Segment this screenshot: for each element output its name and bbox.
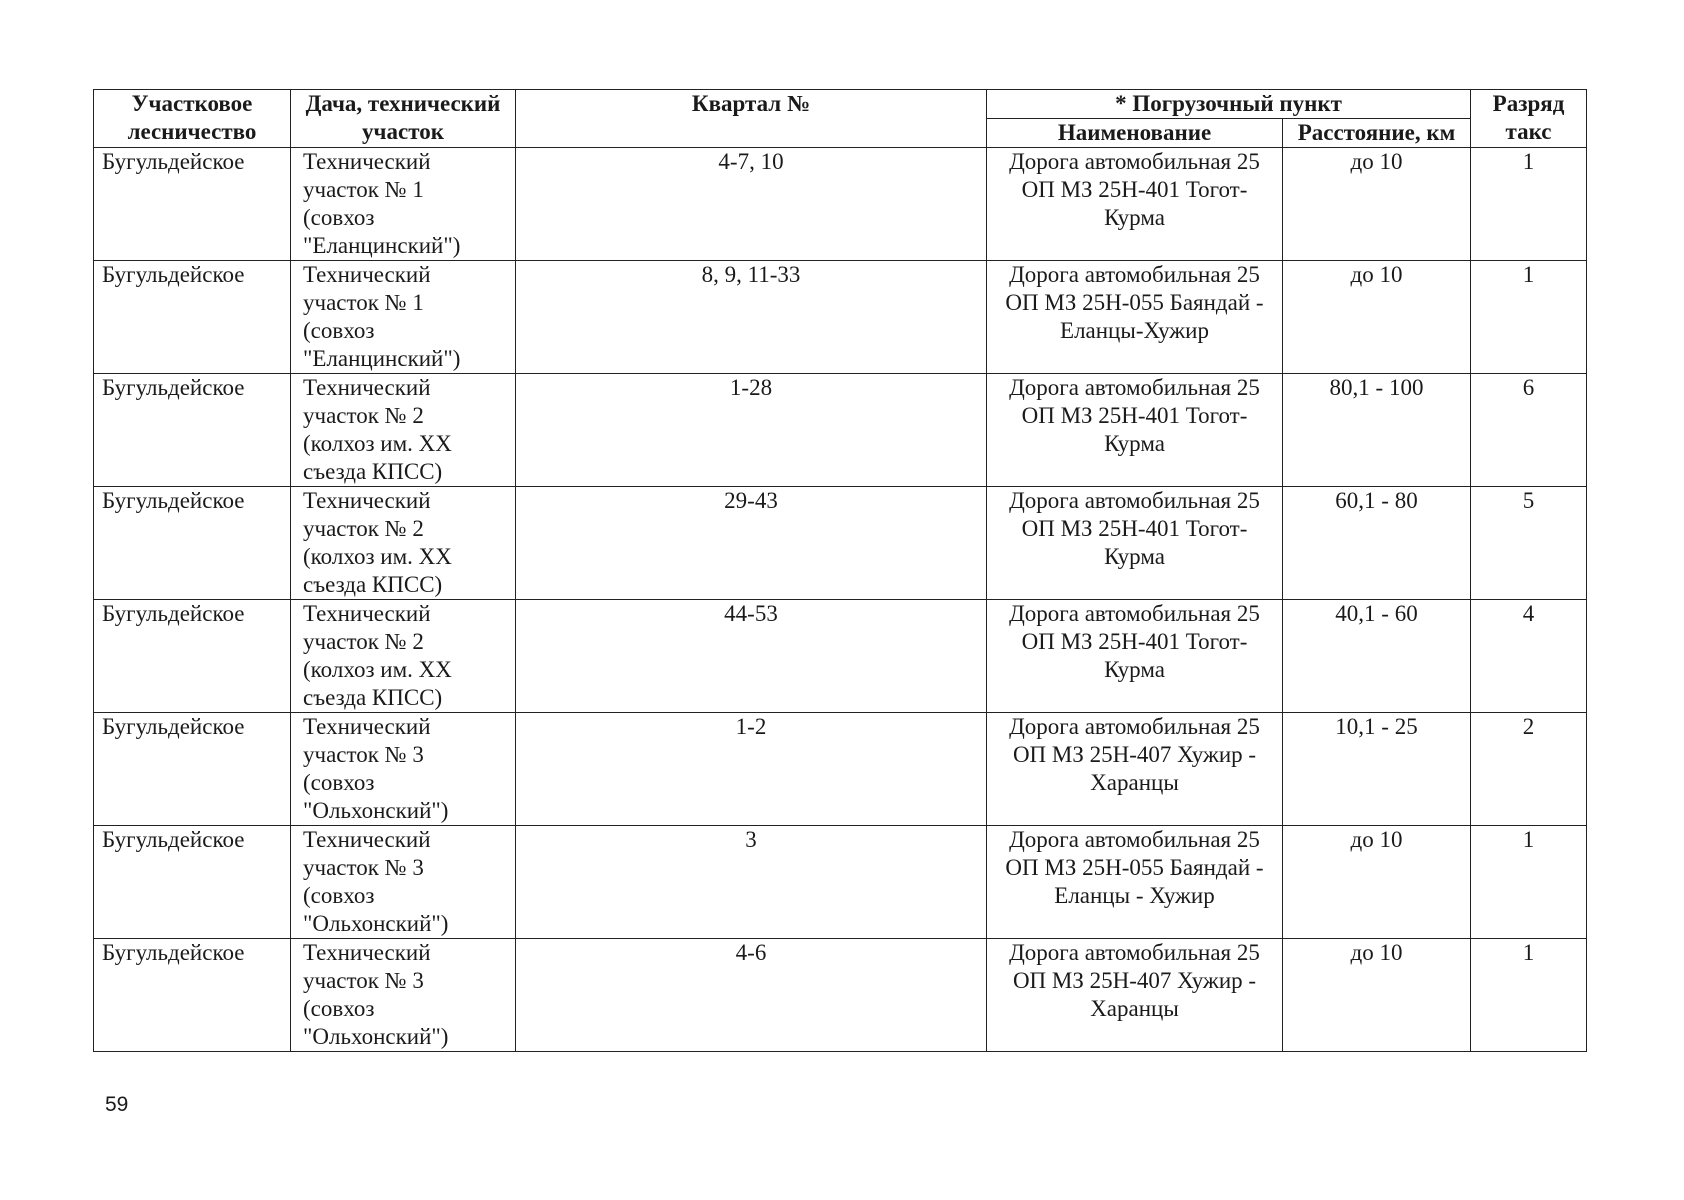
cell-kvartal [516, 826, 987, 939]
cell-razryad [1471, 939, 1587, 1052]
cell-razryad [1471, 148, 1587, 261]
cell-kvartal [516, 374, 987, 487]
cell-les-text: Бугульдейское [102, 149, 245, 174]
cell-rasstoyanie [1283, 939, 1471, 1052]
cell-kvartal [516, 939, 987, 1052]
cell-rasstoyanie-text: до 10 [1350, 827, 1403, 852]
cell-naimenovanie [987, 261, 1283, 374]
cell-naimenovanie [987, 148, 1283, 261]
cell-les [94, 713, 291, 826]
cell-kvartal [516, 713, 987, 826]
cell-kvartal-text: 44-53 [724, 601, 778, 626]
cell-razryad [1471, 600, 1587, 713]
cell-rasstoyanie [1283, 374, 1471, 487]
header-naimenovanie: Наименование [987, 119, 1283, 148]
cell-rasstoyanie-text: до 10 [1350, 149, 1403, 174]
cell-rasstoyanie [1283, 487, 1471, 600]
cell-dacha [291, 374, 516, 487]
cell-naimenovanie [987, 487, 1283, 600]
cell-naimenovanie-text: Дорога автомобильная 25 ОП МЗ 25Н-055 Баяндай - Еланцы - Хужир [1005, 827, 1264, 908]
cell-kvartal [516, 148, 987, 261]
table-header [94, 90, 1587, 148]
cell-les [94, 826, 291, 939]
cell-razryad-text: 1 [1522, 827, 1535, 852]
cell-naimenovanie [987, 374, 1283, 487]
cell-razryad-text: 4 [1522, 601, 1535, 626]
cell-dacha [291, 148, 516, 261]
cell-les [94, 487, 291, 600]
cell-razryad-text: 6 [1522, 375, 1535, 400]
cell-rasstoyanie [1283, 713, 1471, 826]
table-body [94, 148, 1587, 1052]
cell-razryad-text: 1 [1522, 149, 1535, 174]
cell-les [94, 374, 291, 487]
cell-naimenovanie-text: Дорога автомобильная 25 ОП МЗ 25Н-401 Тогот- Курма [1009, 149, 1260, 230]
cell-razryad [1471, 826, 1587, 939]
cell-naimenovanie [987, 600, 1283, 713]
table-row [94, 826, 1587, 939]
cell-dacha [291, 261, 516, 374]
cell-rasstoyanie [1283, 600, 1471, 713]
cell-dacha-text: Технический участок № 1 (совхоз "Еланцинский") [303, 149, 461, 258]
table-row [94, 148, 1587, 261]
header-les: Участковое лесничество [94, 90, 291, 148]
cell-les-text: Бугульдейское [102, 940, 245, 965]
cell-kvartal [516, 600, 987, 713]
cell-rasstoyanie [1283, 261, 1471, 374]
cell-kvartal-text: 1-28 [729, 375, 773, 400]
cell-naimenovanie-text: Дорога автомобильная 25 ОП МЗ 25Н-407 Хужир - Харанцы [1009, 714, 1260, 795]
cell-razryad [1471, 374, 1587, 487]
cell-rasstoyanie-text: до 10 [1350, 940, 1403, 965]
cell-razryad-text: 1 [1522, 262, 1535, 287]
cell-les-text: Бугульдейское [102, 714, 245, 739]
cell-kvartal-text: 4-6 [735, 940, 767, 965]
cell-rasstoyanie [1283, 148, 1471, 261]
table-row [94, 939, 1587, 1052]
cell-kvartal-text: 4-7, 10 [718, 149, 784, 174]
cell-les-text: Бугульдейское [102, 488, 245, 513]
cell-rasstoyanie-text: до 10 [1350, 262, 1403, 287]
cell-razryad-text: 5 [1522, 488, 1535, 513]
header-row-top [94, 90, 1587, 119]
cell-dacha-text: Технический участок № 2 (колхоз им. XX съезда КПСС) [303, 488, 452, 597]
cell-naimenovanie-text: Дорога автомобильная 25 ОП МЗ 25Н-401 Тогот- Курма [1009, 488, 1260, 569]
cell-dacha-text: Технический участок № 1 (совхоз "Еланцинский") [303, 262, 461, 371]
cell-dacha-text: Технический участок № 3 (совхоз "Ольхонский") [303, 714, 449, 823]
cell-kvartal-text: 3 [745, 827, 757, 852]
cell-dacha-text: Технический участок № 2 (колхоз им. XX съезда КПСС) [303, 601, 452, 710]
cell-les-text: Бугульдейское [102, 601, 245, 626]
header-dacha: Дача, технический участок [291, 90, 516, 148]
cell-rasstoyanie-text: 10,1 - 25 [1335, 714, 1418, 739]
cell-les [94, 261, 291, 374]
table-row [94, 487, 1587, 600]
cell-naimenovanie [987, 826, 1283, 939]
cell-les [94, 148, 291, 261]
cell-razryad [1471, 487, 1587, 600]
cell-razryad [1471, 713, 1587, 826]
table-row [94, 713, 1587, 826]
cell-razryad [1471, 261, 1587, 374]
header-rasstoyanie: Расстояние, км [1283, 119, 1471, 148]
cell-dacha [291, 487, 516, 600]
cell-dacha [291, 939, 516, 1052]
cell-rasstoyanie-text: 60,1 - 80 [1335, 488, 1418, 513]
cell-rasstoyanie-text: 80,1 - 100 [1329, 375, 1424, 400]
cell-kvartal [516, 487, 987, 600]
loading-points-table [93, 89, 1587, 1052]
cell-dacha [291, 600, 516, 713]
page-number: 59 [105, 1093, 129, 1116]
cell-dacha-text: Технический участок № 3 (совхоз "Ольхонский") [303, 940, 449, 1049]
cell-naimenovanie [987, 713, 1283, 826]
cell-naimenovanie-text: Дорога автомобильная 25 ОП МЗ 25Н-401 Тогот- Курма [1009, 375, 1260, 456]
cell-dacha-text: Технический участок № 2 (колхоз им. XX съезда КПСС) [303, 375, 452, 484]
table-row [94, 374, 1587, 487]
cell-dacha-text: Технический участок № 3 (совхоз "Ольхонский") [303, 827, 449, 936]
cell-kvartal [516, 261, 987, 374]
cell-naimenovanie-text: Дорога автомобильная 25 ОП МЗ 25Н-401 Тогот- Курма [1009, 601, 1260, 682]
header-razryad: Разряд такс [1471, 90, 1587, 148]
cell-les-text: Бугульдейское [102, 827, 245, 852]
cell-rasstoyanie-text: 40,1 - 60 [1335, 601, 1418, 626]
cell-les [94, 600, 291, 713]
cell-kvartal-text: 1-2 [735, 714, 767, 739]
cell-razryad-text: 1 [1522, 940, 1535, 965]
cell-dacha [291, 713, 516, 826]
cell-les [94, 939, 291, 1052]
cell-les-text: Бугульдейское [102, 262, 245, 287]
cell-kvartal-text: 29-43 [724, 488, 778, 513]
cell-dacha [291, 826, 516, 939]
header-punkt: * Погрузочный пункт [987, 90, 1471, 119]
cell-naimenovanie-text: Дорога автомобильная 25 ОП МЗ 25Н-407 Хужир - Харанцы [1009, 940, 1260, 1021]
cell-rasstoyanie [1283, 826, 1471, 939]
cell-naimenovanie [987, 939, 1283, 1052]
cell-les-text: Бугульдейское [102, 375, 245, 400]
table-row [94, 261, 1587, 374]
cell-razryad-text: 2 [1522, 714, 1535, 739]
cell-kvartal-text: 8, 9, 11-33 [701, 262, 801, 287]
cell-naimenovanie-text: Дорога автомобильная 25 ОП МЗ 25Н-055 Баяндай - Еланцы-Хужир [1005, 262, 1264, 343]
header-kvartal: Квартал № [516, 90, 987, 148]
table-row [94, 600, 1587, 713]
